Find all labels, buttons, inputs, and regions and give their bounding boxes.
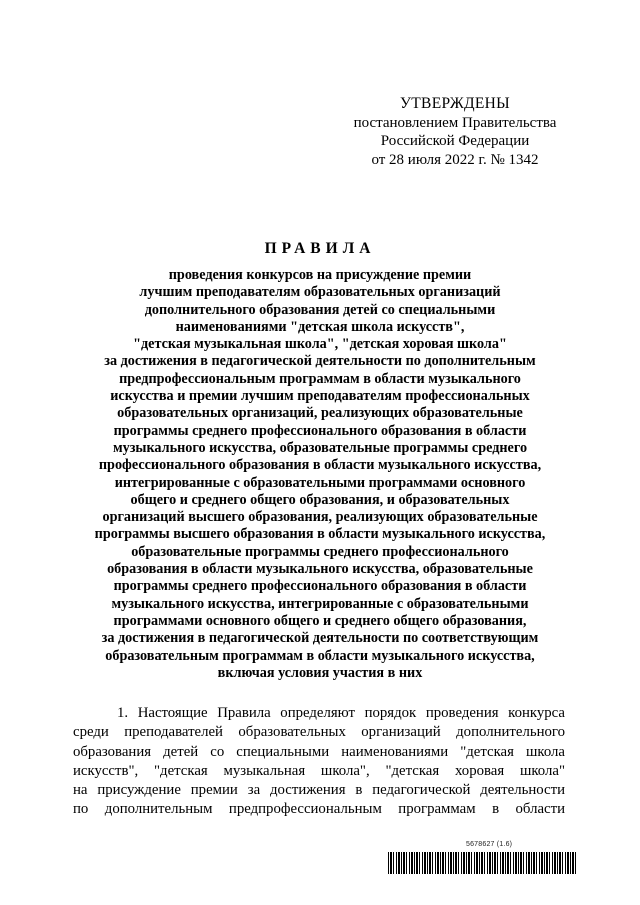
approval-line: от 28 июля 2022 г. № 1342 <box>371 151 539 168</box>
subtitle-line: предпрофессиональным программам в области музыкального <box>119 370 521 387</box>
subtitle-line: программы высшего образования в области музыкального искусства, <box>94 526 546 543</box>
subtitle-line: включая условия участия в них <box>217 664 423 681</box>
subtitle-line: программы среднего профессионального образования в области <box>113 422 527 439</box>
subtitle-line: программами основного общего и среднего общего образования, <box>113 612 527 629</box>
document-code: 5678627 (1.6) <box>466 841 513 848</box>
subtitle-line: организаций высшего образования, реализующих образовательные <box>102 509 538 526</box>
body-line: 1. Настоящие Правила определяют порядок проведения конкурса <box>117 705 565 721</box>
approval-line: Российской Федерации <box>380 133 530 149</box>
body-line: среди преподавателей образовательных организаций дополнительного <box>73 724 565 741</box>
subtitle-line: образовательные программы среднего профессионального <box>131 543 509 560</box>
subtitle-line: "детская музыкальная школа", "детская хоровая школа" <box>133 336 507 353</box>
subtitle-line: искусства и премии лучшим преподавателям профессиональных <box>110 388 530 405</box>
subtitle-line: образовательным программам в области музыкального искусства, <box>105 647 535 664</box>
body-paragraph <box>73 704 565 820</box>
body-line: образования детей со специальными наименованиями "детская школа <box>73 743 565 760</box>
subtitle-line: музыкального искусства, интегрированные с образовательными <box>111 595 529 612</box>
approval-line: постановлением Правительства <box>353 114 557 131</box>
subtitle-line: музыкального искусства, образовательные программы среднего <box>112 439 528 456</box>
subtitle-line: проведения конкурсов на присуждение премии <box>168 267 472 283</box>
body-line: искусств", "детская музыкальная школа", "детская хоровая школа" <box>73 762 565 779</box>
approval-heading: УТВЕРЖДЕНЫ <box>400 95 510 112</box>
subtitle-line: наименованиями "детская школа искусств", <box>175 318 465 335</box>
document-subtitle <box>60 267 580 682</box>
body-line: по дополнительным предпрофессиональным программам в области <box>73 801 565 818</box>
subtitle-line: дополнительного образования детей со специальными <box>144 301 496 318</box>
subtitle-line: программы среднего профессионального образования в области <box>113 578 527 595</box>
subtitle-line: образования в области музыкального искусства, образовательные <box>107 561 533 578</box>
subtitle-line: профессионального образования в области музыкального искусства, <box>98 457 542 474</box>
subtitle-line: за достижения в педагогической деятельности по дополнительным <box>104 353 536 370</box>
approval-block <box>330 95 580 169</box>
body-line: на присуждение премии за достижения в педагогической деятельности <box>73 782 565 799</box>
barcode-image <box>388 852 576 874</box>
subtitle-line: образовательных организаций, реализующих образовательные <box>117 405 523 422</box>
subtitle-line: лучшим преподавателям образовательных организаций <box>139 284 501 301</box>
subtitle-line: интегрированные с образовательными программами основного <box>114 474 526 491</box>
document-title: ПРАВИЛА <box>264 240 376 257</box>
subtitle-line: за достижения в педагогической деятельности по соответствующим <box>101 630 539 647</box>
subtitle-line: общего и среднего общего образования, и образовательных <box>130 491 510 508</box>
